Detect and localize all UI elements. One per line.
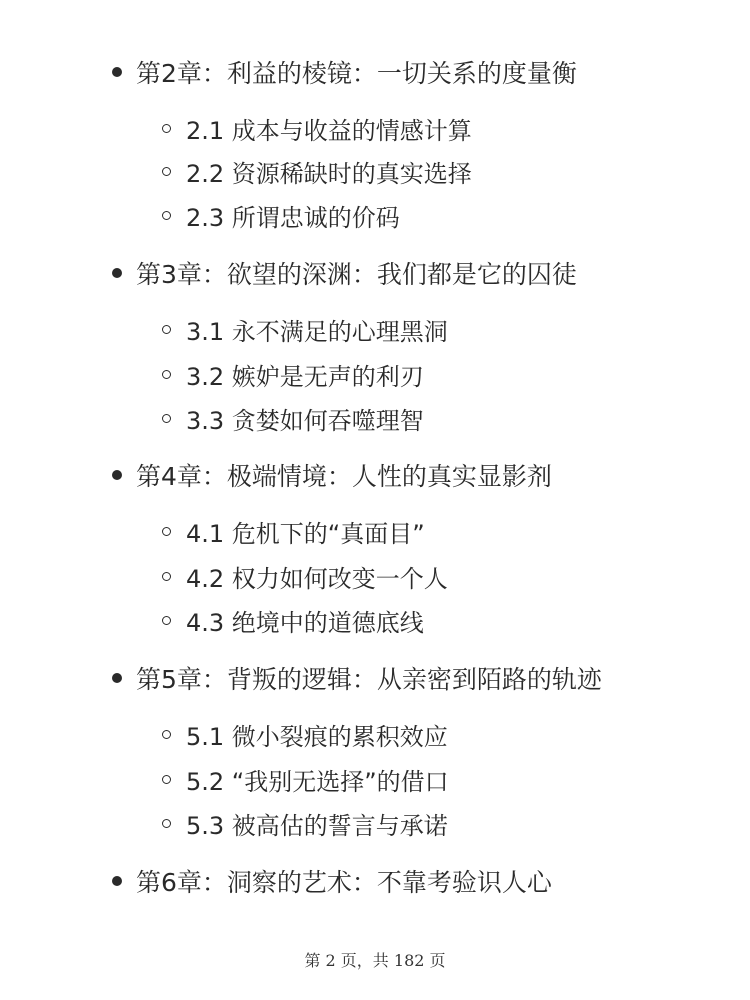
hollow-bullet-icon (162, 572, 171, 581)
chapter-title: 第6章：洞察的艺术：不靠考验识人心 (136, 868, 552, 897)
section-title: 5.2 “我别无选择”的借口 (186, 767, 449, 796)
section-item (162, 559, 448, 593)
chapter-item (112, 54, 577, 90)
hollow-bullet-icon (162, 167, 171, 176)
chapter-title: 第5章：背叛的逻辑：从亲密到陌路的轨迹 (136, 665, 602, 694)
hollow-bullet-icon (162, 775, 171, 784)
section-item (162, 198, 400, 232)
chapter-item (112, 255, 577, 291)
section-title: 2.2 资源稀缺时的真实选择 (186, 159, 472, 188)
section-item (162, 762, 449, 796)
section-title: 5.1 微小裂痕的累积效应 (186, 722, 448, 751)
section-item (162, 111, 472, 145)
section-title: 3.1 永不满足的心理黑洞 (186, 317, 448, 346)
page-number: 第 2 页，共 182 页 (304, 951, 446, 970)
chapter-item (112, 660, 602, 696)
section-title: 5.3 被高估的誓言与承诺 (186, 811, 448, 840)
hollow-bullet-icon (162, 370, 171, 379)
section-item (162, 312, 448, 346)
bullet-icon (112, 876, 122, 886)
section-item (162, 357, 424, 391)
section-title: 2.3 所谓忠诚的价码 (186, 203, 400, 232)
hollow-bullet-icon (162, 616, 171, 625)
section-title: 4.1 危机下的“真面目” (186, 519, 425, 548)
section-item (162, 401, 424, 435)
section-item (162, 154, 472, 188)
bullet-icon (112, 67, 122, 77)
section-title: 2.1 成本与收益的情感计算 (186, 116, 472, 145)
hollow-bullet-icon (162, 527, 171, 536)
bullet-icon (112, 268, 122, 278)
hollow-bullet-icon (162, 730, 171, 739)
section-title: 3.3 贪婪如何吞噬理智 (186, 406, 424, 435)
chapter-title: 第2章：利益的棱镜：一切关系的度量衡 (136, 59, 577, 88)
hollow-bullet-icon (162, 211, 171, 220)
bullet-icon (112, 673, 122, 683)
chapter-title: 第4章：极端情境：人性的真实显影剂 (136, 462, 552, 491)
section-item (162, 514, 425, 548)
section-title: 4.2 权力如何改变一个人 (186, 564, 448, 593)
hollow-bullet-icon (162, 325, 171, 334)
chapter-item (112, 863, 552, 899)
section-title: 4.3 绝境中的道德底线 (186, 608, 424, 637)
section-item (162, 717, 448, 751)
hollow-bullet-icon (162, 124, 171, 133)
section-item (162, 806, 448, 840)
section-item (162, 603, 424, 637)
section-title: 3.2 嫉妒是无声的利刃 (186, 362, 424, 391)
bullet-icon (112, 470, 122, 480)
hollow-bullet-icon (162, 819, 171, 828)
hollow-bullet-icon (162, 414, 171, 423)
chapter-title: 第3章：欲望的深渊：我们都是它的囚徒 (136, 260, 577, 289)
chapter-item (112, 457, 552, 493)
